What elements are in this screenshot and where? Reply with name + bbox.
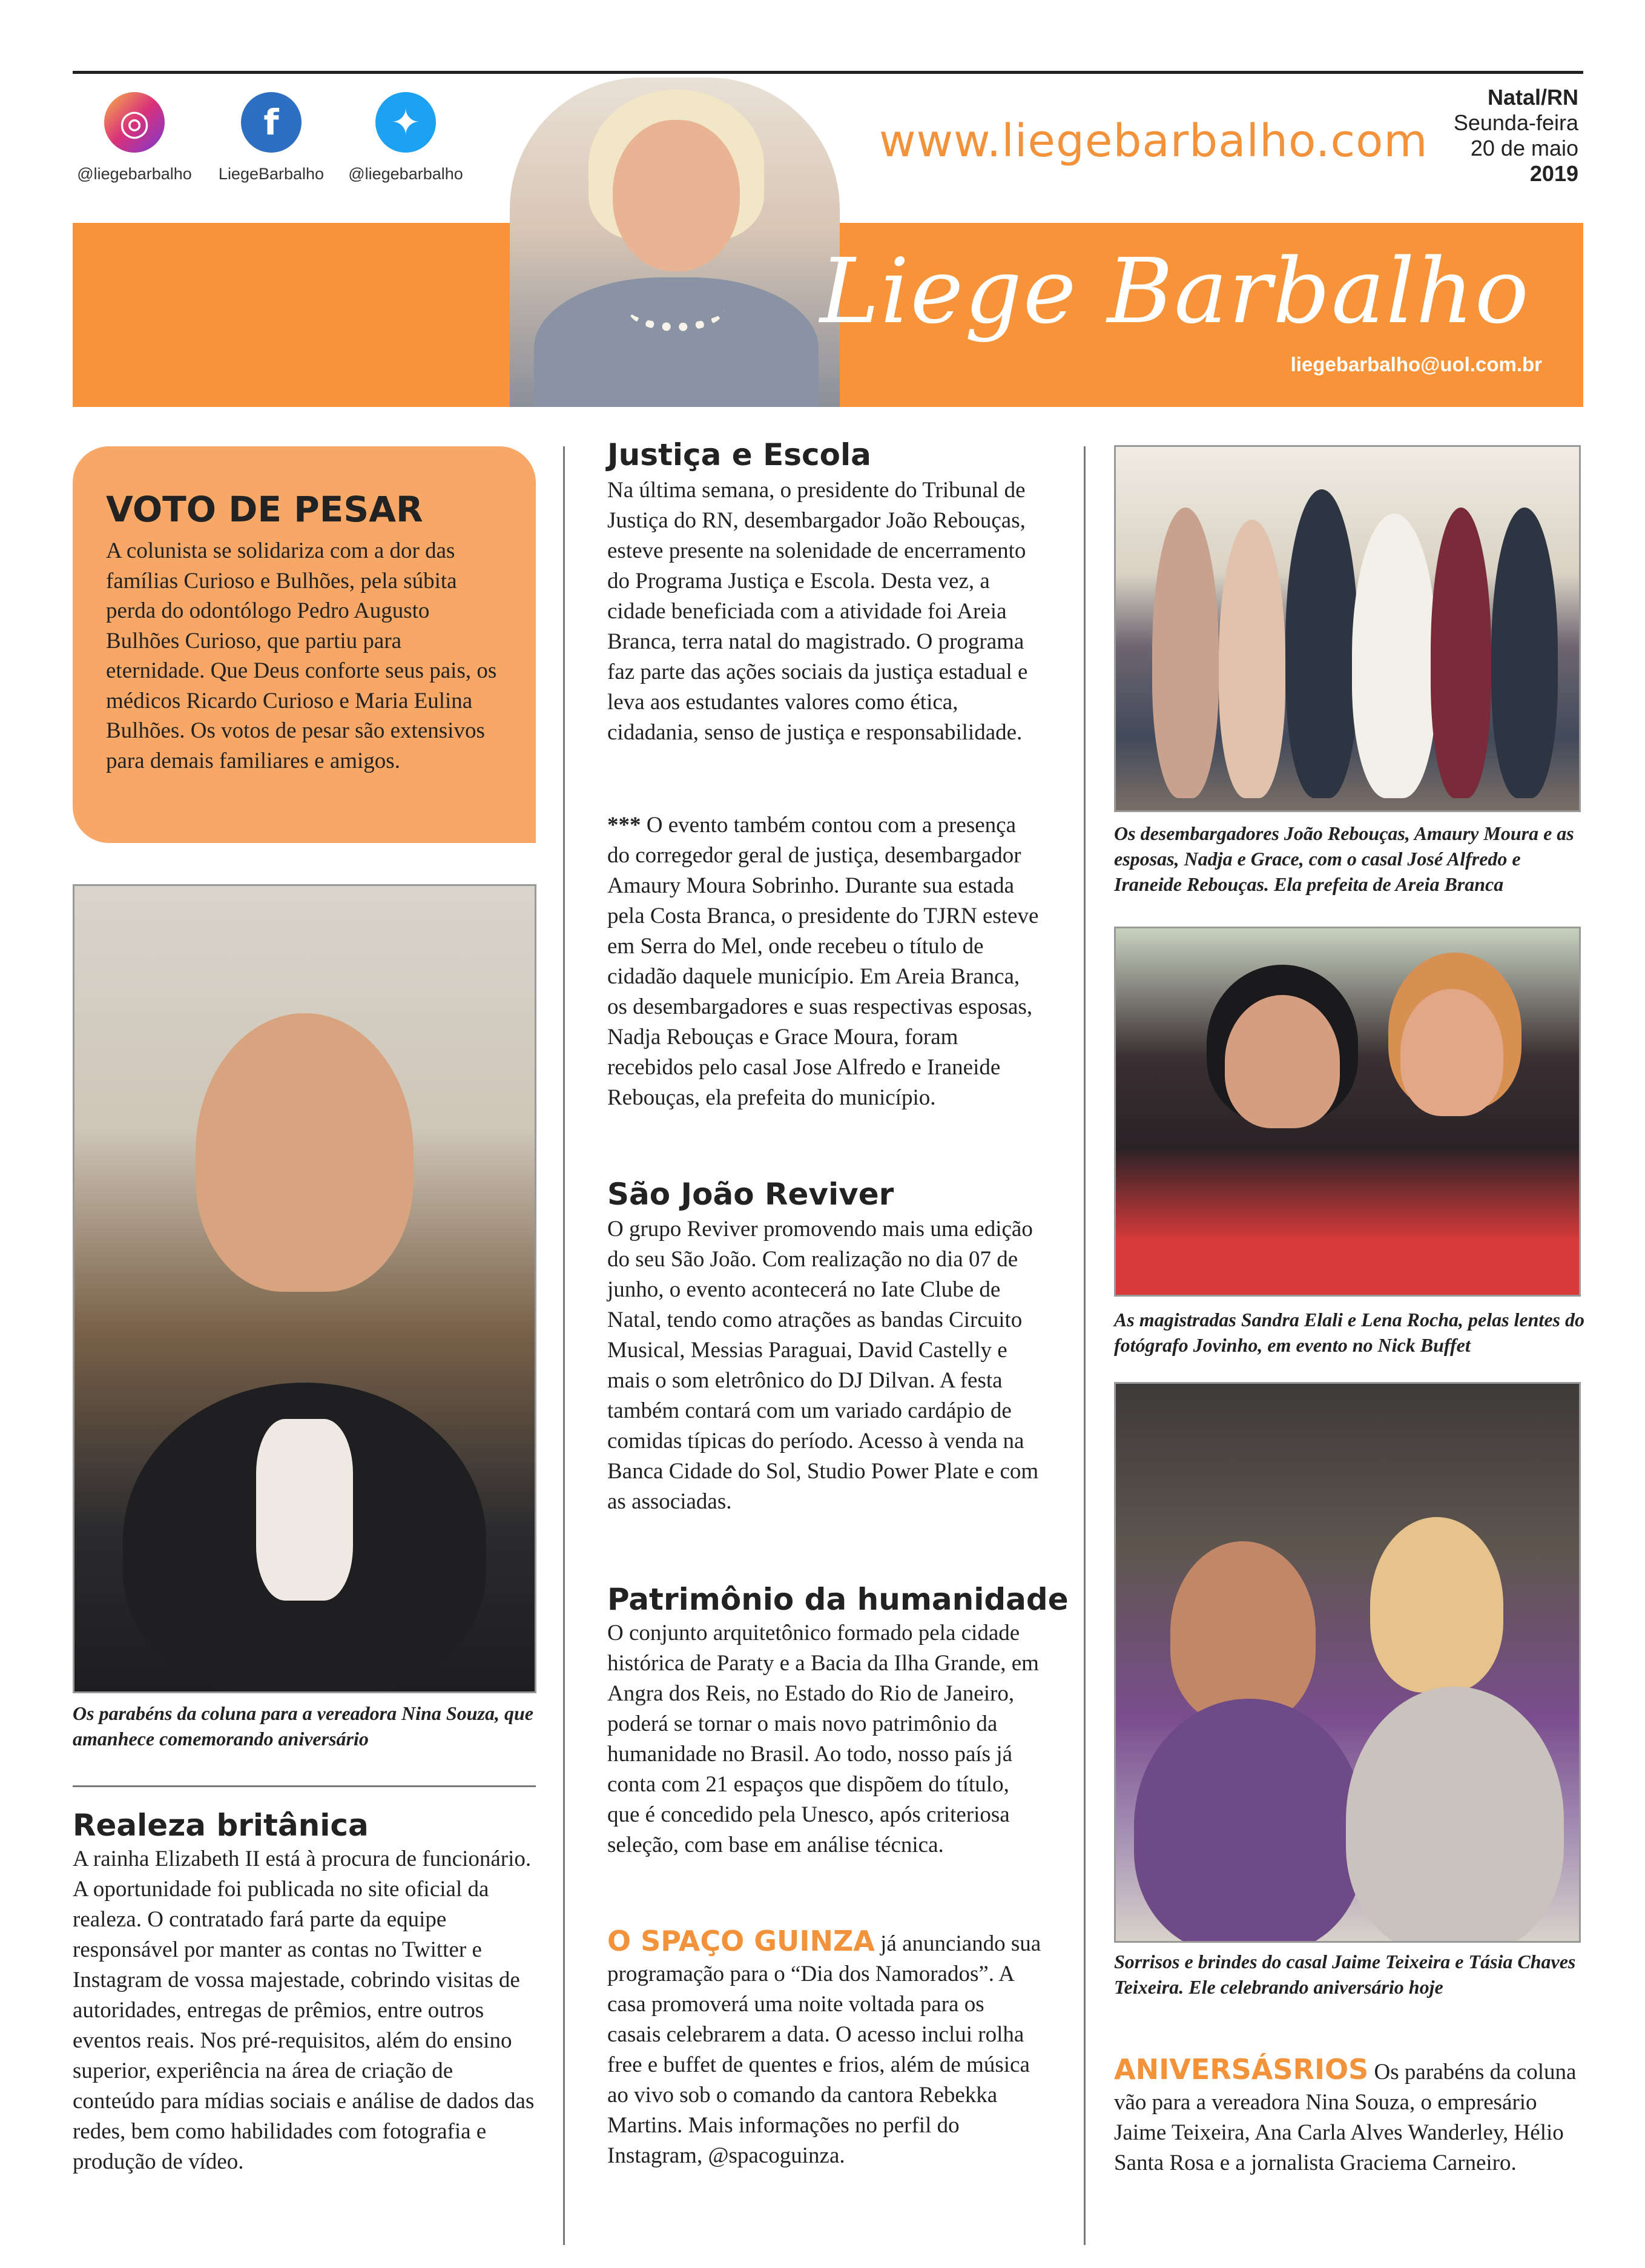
website-link[interactable]: www.liegebarbalho.com xyxy=(879,115,1428,167)
date-block xyxy=(1454,85,1578,187)
facebook-icon: f xyxy=(241,92,302,153)
twitter-handle: @liegebarbalho xyxy=(348,165,463,183)
voto-title: VOTO DE PESAR xyxy=(106,489,423,530)
guinza-body: já anunciando sua programação para o “Dia dos Namorados”. A casa promoverá uma noite voltada para os casais celebrarem a data. O acesso inclui rolha free e buffet de quentes e frios, além de música ao vivo sob o comando da cantora Rebekka Martins. Mais informações no perfil do Instagram, @spacoguinza. xyxy=(607,1931,1041,2168)
top-rule xyxy=(73,71,1583,74)
year: 2019 xyxy=(1529,161,1578,186)
justica-title: Justiça e Escola xyxy=(607,437,871,472)
saojoao-title: São João Reviver xyxy=(607,1177,894,1212)
patrimonio-text: O conjunto arquitetônico formado pela cidade histórica de Paraty e a Bacia da Ilha Grande, em Angra dos Reis, no Estado do Rio de Janeiro, poderá se tornar o mais novo patrimônio da humanidade no Brasil. Ao todo, nosso país já conta com 21 espaços que dispõem do título, que é concedido pela Unesco, após criteriosa seleção, com base em análise técnica. xyxy=(607,1621,1039,1857)
realeza-text: A rainha Elizabeth II está à procura de funcionário. A oportunidade foi publicada no site oficial da realeza. O contratado fará parte da equipe responsável por manter as contas no Twitter e Instagram de vossa majestade, cobrindo visitas de autoridades, entregas de prêmios, entre outros eventos reais. Nos pré-requisitos, além do ensino superior, experiência na área de criação de conteúdo para mídias sociais e análise de dados das redes, bem como habilidades com fotografia e produção de vídeo. xyxy=(73,1846,535,2174)
column-divider-1 xyxy=(563,446,565,2245)
facebook-handle: LiegeBarbalho xyxy=(218,165,325,183)
date: 20 de maio xyxy=(1470,136,1578,160)
guinza-keyword: O SPAÇO GUINZA xyxy=(607,1925,875,1957)
columnist-portrait xyxy=(510,78,840,407)
aniversarios-keyword: ANIVERSÁSRIOS xyxy=(1114,2053,1369,2086)
stars-marker: *** xyxy=(607,813,641,838)
caption-desembargadores: Os desembargadores João Rebouças, Amaury Moura e as esposas, Nadja e Grace, com o casal José Alfredo e Iraneide Rebouças. Ela prefeita de Areia Branca xyxy=(1114,822,1574,895)
photo-jaime-tasia xyxy=(1114,1382,1581,1943)
weekday: Seunda-feira xyxy=(1453,110,1578,135)
twitter-icon: ✦ xyxy=(375,92,436,153)
aniversarios-body: Os parabéns da coluna vão para a vereadora Nina Souza, o empresário Jaime Teixeira, Ana Carla Alves Wanderley, Hélio Santa Rosa e a jornalista Graciema Carneiro. xyxy=(1114,2060,1577,2175)
email-link[interactable]: liegebarbalho@uol.com.br xyxy=(1290,353,1542,375)
city: Natal/RN xyxy=(1487,85,1578,110)
caption-jaime-tasia: Sorrisos e brindes do casal Jaime Teixeira e Tásia Chaves Teixeira. Ele celebrando aniversário hoje xyxy=(1114,1951,1576,1998)
justica-text-2 xyxy=(607,810,1043,1113)
voto-text: A colunista se solidariza com a dor das famílias Curioso e Bulhões, pela súbita perda do odontólogo Pedro Augusto Bulhões Curioso, que partiu para eternidade. Que Deus conforte seus pais, os médicos Ricardo Curioso e Maria Eulina Bulhões. Os votos de pesar são extensivos para demais familiares e amigos. xyxy=(106,538,497,773)
justica-text-2-body: O evento também contou com a presença do corregedor geral de justiça, desembargador Amaury Moura Sobrinho. Durante sua estada pela Costa Branca, o presidente do TJRN esteve em Serra do Mel, onde recebeu o título de cidadão daquele município. Em Areia Branca, os desembargadores e suas respectivas esposas, Nadja Rebouças e Grace Moura, foram recebidos pelo casal Jose Alfredo e Iraneide Rebouças, ela prefeita do município. xyxy=(607,813,1039,1110)
caption-nina-souza: Os parabéns da coluna para a vereadora Nina Souza, que amanhece comemorando aniversário xyxy=(73,1702,533,1750)
column-divider-2 xyxy=(1084,446,1086,2245)
instagram-link[interactable] xyxy=(59,92,210,183)
photo-magistradas xyxy=(1114,927,1581,1297)
aniversarios-text xyxy=(1114,2054,1577,2178)
instagram-handle: @liegebarbalho xyxy=(77,165,192,183)
section-rule xyxy=(73,1785,536,1787)
saojoao-text: O grupo Reviver promovendo mais uma edição do seu São João. Com realização no dia 07 de junho, o evento acontecerá no Iate Clube de Natal, tendo como atrações as bandas Circuito Musical, Messias Paraguai, David Castelly e mais o som eletrônico do DJ Dilvan. A festa também contará com um variado cardápio de comidas típicas do período. Acesso à venda na Banca Cidade do Sol, Studio Power Plate e com as associadas. xyxy=(607,1217,1039,1514)
instagram-icon: ◎ xyxy=(104,92,165,153)
brand-title: Liege Barbalho xyxy=(819,239,1530,343)
facebook-link[interactable] xyxy=(196,92,347,183)
patrimonio-title: Patrimônio da humanidade xyxy=(607,1582,1069,1617)
justica-text: Na última semana, o presidente do Tribunal de Justiça do RN, desembargador João Rebouças, esteve presente na solenidade de encerramento do Programa Justiça e Escola. Desta vez, a cidade beneficiada com a atividade foi Areia Branca, terra natal do magistrado. O programa faz parte das ações sociais da justiça estadual e leva aos estudantes valores como ética, cidadania, senso de justiça e responsabilidade. xyxy=(607,478,1028,745)
twitter-link[interactable] xyxy=(330,92,481,183)
voto-de-pesar-box xyxy=(73,446,536,843)
caption-magistradas: As magistradas Sandra Elali e Lena Rocha, pelas lentes do fotógrafo Jovinho, em evento no Nick Buffet xyxy=(1114,1309,1584,1356)
photo-nina-souza xyxy=(73,884,536,1693)
photo-desembargadores xyxy=(1114,445,1581,812)
guinza-text xyxy=(607,1926,1043,2171)
realeza-title: Realeza britânica xyxy=(73,1808,369,1843)
